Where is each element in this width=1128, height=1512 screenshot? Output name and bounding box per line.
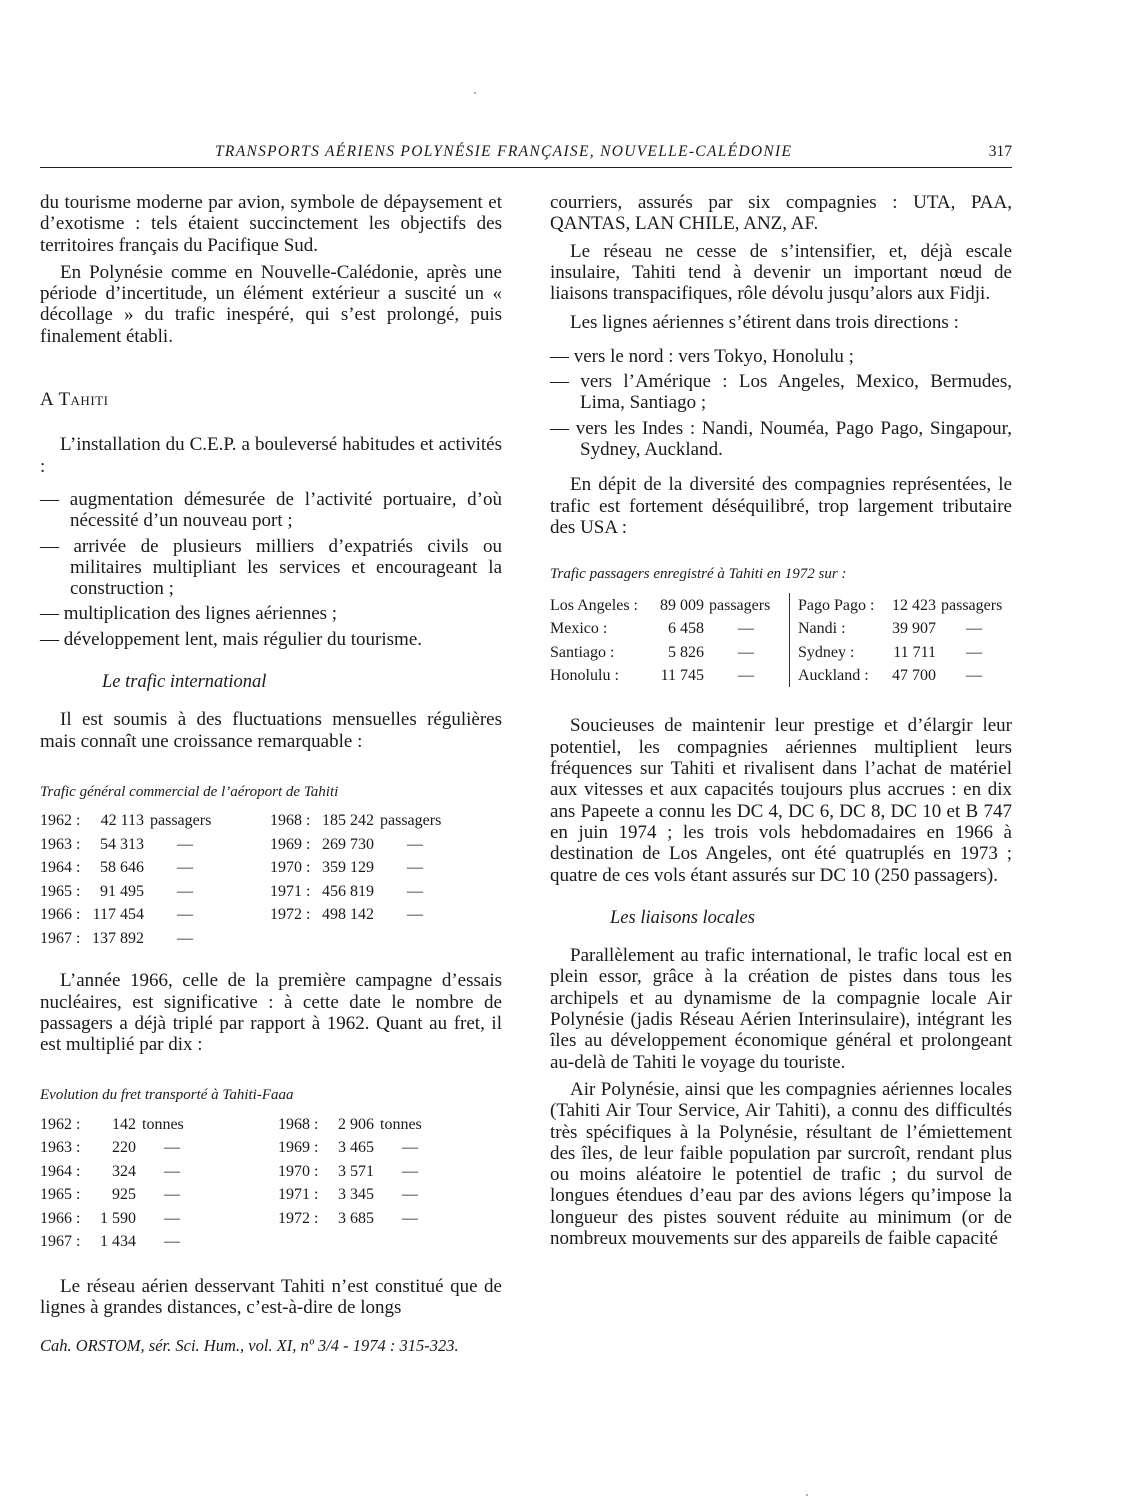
passenger-traffic-table (40, 809, 450, 950)
section-heading (40, 389, 502, 410)
list-item: — vers l’Amérique : Los Angeles, Mexico, Bermudes, Lima, Santiago ; (550, 371, 1012, 414)
ditto-cell: — (738, 643, 754, 661)
value-cell: 3 571 (338, 1162, 374, 1180)
year-cell: 1963 : (40, 835, 81, 853)
ditto-cell: — (966, 667, 982, 685)
table-caption: Evolution du fret transporté à Tahiti-Faaa (40, 1087, 294, 1104)
year-cell: 1965 : (40, 1186, 81, 1204)
table-row (40, 903, 450, 927)
ditto-cell: — (164, 1139, 180, 1157)
ditto-cell: — (177, 906, 193, 924)
year-cell: 1970 : (278, 1162, 319, 1180)
subsection-heading: Le trafic international (102, 672, 267, 693)
year-cell: 1968 : (270, 812, 311, 830)
running-header (40, 143, 1012, 168)
table-row (40, 1207, 440, 1231)
table-caption: Trafic passagers enregistré à Tahiti en 1972 sur : (550, 566, 847, 583)
ditto-cell: — (407, 882, 423, 900)
year-cell: 1967 : (40, 1233, 81, 1251)
city-cell: Mexico : (550, 620, 608, 638)
ditto-cell: — (164, 1186, 180, 1204)
year-cell: 1963 : (40, 1139, 81, 1157)
paragraph: du tourisme moderne par avion, symbole de dépaysement et d’exotisme : tels étaient succinctement les objectifs des territoires français du Pacifique Sud. (40, 192, 502, 256)
ditto-cell: — (402, 1139, 418, 1157)
table-row (40, 1160, 440, 1184)
value-cell: 3 685 (338, 1209, 374, 1227)
list-item: — multiplication des lignes aériennes ; (40, 603, 338, 625)
value-cell: 3 345 (338, 1186, 374, 1204)
scan-speck (806, 1494, 808, 1496)
subsection-heading: Les liaisons locales (610, 907, 755, 928)
unit-cell: passagers (150, 812, 212, 830)
page-number: 317 (988, 143, 1012, 160)
list-item: — arrivée de plusieurs milliers d’expatriés civils ou militaires multipliant les services et encourageant la construction ; (40, 535, 502, 600)
city-cell: Santiago : (550, 643, 615, 661)
ditto-cell: — (407, 906, 423, 924)
value-cell: 185 242 (322, 812, 374, 830)
year-cell: 1971 : (270, 882, 311, 900)
ditto-cell: — (966, 643, 982, 661)
freight-table (40, 1113, 440, 1254)
value-cell: 42 113 (100, 812, 144, 830)
right-column (550, 192, 1012, 1249)
year-cell: 1962 : (40, 812, 81, 830)
value-cell: 5 826 (668, 643, 704, 661)
paragraph: Soucieuses de maintenir leur prestige et d’élargir leur potentiel, les compagnies aériennes multiplient leurs fréquences sur Tahiti et rivalisent dans l’achat de matériel aux vitesses et aux capacités toujours plus accrues : en dix ans Papeete a connu les DC 4, DC 6, DC 8, DC 10 et B 747 en juin 1974 ; les trois vols hebdomadaires en 1966 à destination de Los Angeles, ont été quatruplés en 1973 ; quatre de ces vols étant assurés sur DC 10 (250 passagers). (550, 715, 1012, 886)
year-cell: 1968 : (278, 1115, 319, 1133)
paragraph: Parallèlement au trafic international, le trafic local est en plein essor, grâce à la création de pistes dans tous les archipels et au dynamisme de la compagnie locale Air Polynésie (jadis Réseau Aérien Interinsulaire), intégrant les îles au développement économique général et prolongeant au-delà de Tahiti le voyage du touriste. (550, 945, 1012, 1073)
ditto-cell: — (402, 1209, 418, 1227)
city-cell: Pago Pago : (790, 593, 881, 617)
value-cell: 47 700 (892, 667, 936, 685)
year-cell: 1972 : (270, 906, 311, 924)
year-cell: 1964 : (40, 859, 81, 877)
unit-cell: passagers (709, 596, 771, 614)
paragraph: Les lignes aériennes s’étirent dans trois directions : (570, 312, 959, 334)
value-cell: 142 (112, 1115, 136, 1133)
paragraph: L’année 1966, celle de la première campagne d’essais nucléaires, est significative : à cette date le nombre de passagers a déjà triplé par rapport à 1962. Quant au fret, il est multiplié par dix : (40, 970, 502, 1056)
value-cell: 89 009 (660, 596, 704, 614)
city-cell: Auckland : (790, 664, 881, 688)
ditto-cell: — (738, 667, 754, 685)
ditto-cell: — (966, 620, 982, 638)
section-title: Tahiti (58, 389, 109, 411)
ditto-cell: — (402, 1186, 418, 1204)
ditto-cell: — (407, 859, 423, 877)
list-item: — vers le nord : vers Tokyo, Honolulu ; (550, 345, 854, 367)
city-cell: Sydney : (790, 640, 881, 664)
value-cell: 2 906 (338, 1115, 374, 1133)
ditto-cell: — (177, 882, 193, 900)
year-cell: 1964 : (40, 1162, 81, 1180)
year-cell: 1967 : (40, 929, 81, 947)
value-cell: 324 (112, 1162, 136, 1180)
value-cell: 1 590 (100, 1209, 136, 1227)
unit-cell: tonnes (380, 1115, 422, 1133)
value-cell: 3 465 (338, 1139, 374, 1157)
value-cell: 925 (112, 1186, 136, 1204)
paragraph: Le réseau ne cesse de s’intensifier, et, déjà escale insulaire, Tahiti tend à devenir un important nœud de liaisons transpacifiques, rôle dévolu jusqu’alors aux Fidji. (550, 240, 1012, 305)
running-title: TRANSPORTS AÉRIENS POLYNÉSIE FRANÇAISE, NOUVELLE-CALÉDONIE (215, 143, 793, 160)
table-row (40, 927, 450, 951)
year-cell: 1966 : (40, 1209, 81, 1227)
ditto-cell: — (402, 1162, 418, 1180)
paragraph: courriers, assurés par six compagnies : UTA, PAA, QANTAS, LAN CHILE, ANZ, AF. (550, 192, 1012, 235)
table-row (550, 640, 1007, 664)
city-cell: Nandi : (790, 617, 881, 641)
value-cell: 117 454 (92, 906, 144, 924)
table-row (40, 1230, 440, 1254)
city-cell: Los Angeles : (550, 596, 638, 614)
ditto-cell: — (164, 1209, 180, 1227)
section-prefix: A (40, 389, 54, 411)
paragraph: L’installation du C.E.P. a bouleversé habitudes et activités : (40, 434, 502, 477)
unit-cell: passagers (380, 812, 442, 830)
value-cell: 39 907 (892, 620, 936, 638)
table-row (550, 593, 1007, 617)
list-item: — développement lent, mais régulier du tourisme. (40, 628, 423, 650)
value-cell: 359 129 (322, 859, 374, 877)
table-caption: Trafic général commercial de l’aéroport de Tahiti (40, 783, 339, 800)
table-row (550, 664, 1007, 688)
paragraph: En Polynésie comme en Nouvelle-Calédonie, après une période d’incertitude, un élément extérieur a suscité un « décollage » du trafic inespéré, qui s’est prolongé, puis finalement établi. (40, 261, 502, 347)
year-cell: 1971 : (278, 1186, 319, 1204)
year-cell: 1970 : (270, 859, 311, 877)
value-cell: 269 730 (322, 835, 374, 853)
value-cell: 91 495 (100, 882, 144, 900)
city-cell: Honolulu : (550, 667, 619, 685)
value-cell: 1 434 (100, 1233, 136, 1251)
table-row (550, 617, 1007, 641)
year-cell: 1966 : (40, 906, 81, 924)
value-cell: 456 819 (322, 882, 374, 900)
unit-cell: tonnes (142, 1115, 184, 1133)
year-cell: 1972 : (278, 1209, 319, 1227)
ditto-cell: — (164, 1162, 180, 1180)
value-cell: 6 458 (668, 620, 704, 638)
value-cell: 220 (112, 1139, 136, 1157)
unit-cell: passagers (941, 596, 1003, 614)
ditto-cell: — (177, 859, 193, 877)
year-cell: 1962 : (40, 1115, 81, 1133)
left-column (40, 192, 502, 1318)
ditto-cell: — (177, 835, 193, 853)
table-row (40, 1113, 440, 1137)
value-cell: 137 892 (92, 929, 144, 947)
value-cell: 12 423 (892, 596, 936, 614)
table-row (40, 809, 450, 833)
scan-speck (474, 92, 476, 94)
paragraph: Air Polynésie, ainsi que les compagnies aériennes locales (Tahiti Air Tour Service, Air Tahiti), a connu des difficultés très spécifiques à la Polynésie, résultant de l’émiettement des îles, de leur faible population par surcroît, rendant plus ou moins aléatoire le potentiel de trafic ; du survol de longues étendues d’eau par des avions légers qu’impose la longueur des pistes souvent réduite au minimum (or de nombreux mouvements sur des appareils de faible capacité (550, 1078, 1012, 1249)
value-cell: 498 142 (322, 906, 374, 924)
paragraph: Le réseau aérien desservant Tahiti n’est constitué que de lignes à grandes distances, c’est-à-dire de longs (40, 1275, 502, 1319)
year-cell: 1969 : (270, 835, 311, 853)
ditto-cell: — (177, 929, 193, 947)
table-row (40, 833, 450, 857)
paragraph: En dépit de la diversité des compagnies représentées, le trafic est fortement déséquilibré, trop largement tributaire des USA : (550, 474, 1012, 538)
list-item: — vers les Indes : Nandi, Nouméa, Pago Pago, Singapour, Sydney, Auckland. (550, 417, 1012, 460)
table-row (40, 856, 450, 880)
value-cell: 58 646 (100, 859, 144, 877)
table-row (40, 880, 450, 904)
list-item: — augmentation démesurée de l’activité portuaire, d’où nécessité d’un nouveau port ; (40, 488, 502, 532)
table-row (40, 1183, 440, 1207)
table-row (40, 1136, 440, 1160)
value-cell: 11 711 (893, 643, 936, 661)
journal-citation: Cah. ORSTOM, sér. Sci. Hum., vol. XI, nº 3/4 - 1974 : 315-323. (40, 1336, 459, 1355)
value-cell: 11 745 (660, 667, 704, 685)
value-cell: 54 313 (100, 835, 144, 853)
paragraph: Il est soumis à des fluctuations mensuelles régulières mais connaît une croissance remarquable : (40, 709, 502, 752)
ditto-cell: — (407, 835, 423, 853)
route-traffic-table (550, 593, 1007, 687)
ditto-cell: — (164, 1233, 180, 1251)
year-cell: 1969 : (278, 1139, 319, 1157)
year-cell: 1965 : (40, 882, 81, 900)
ditto-cell: — (738, 620, 754, 638)
